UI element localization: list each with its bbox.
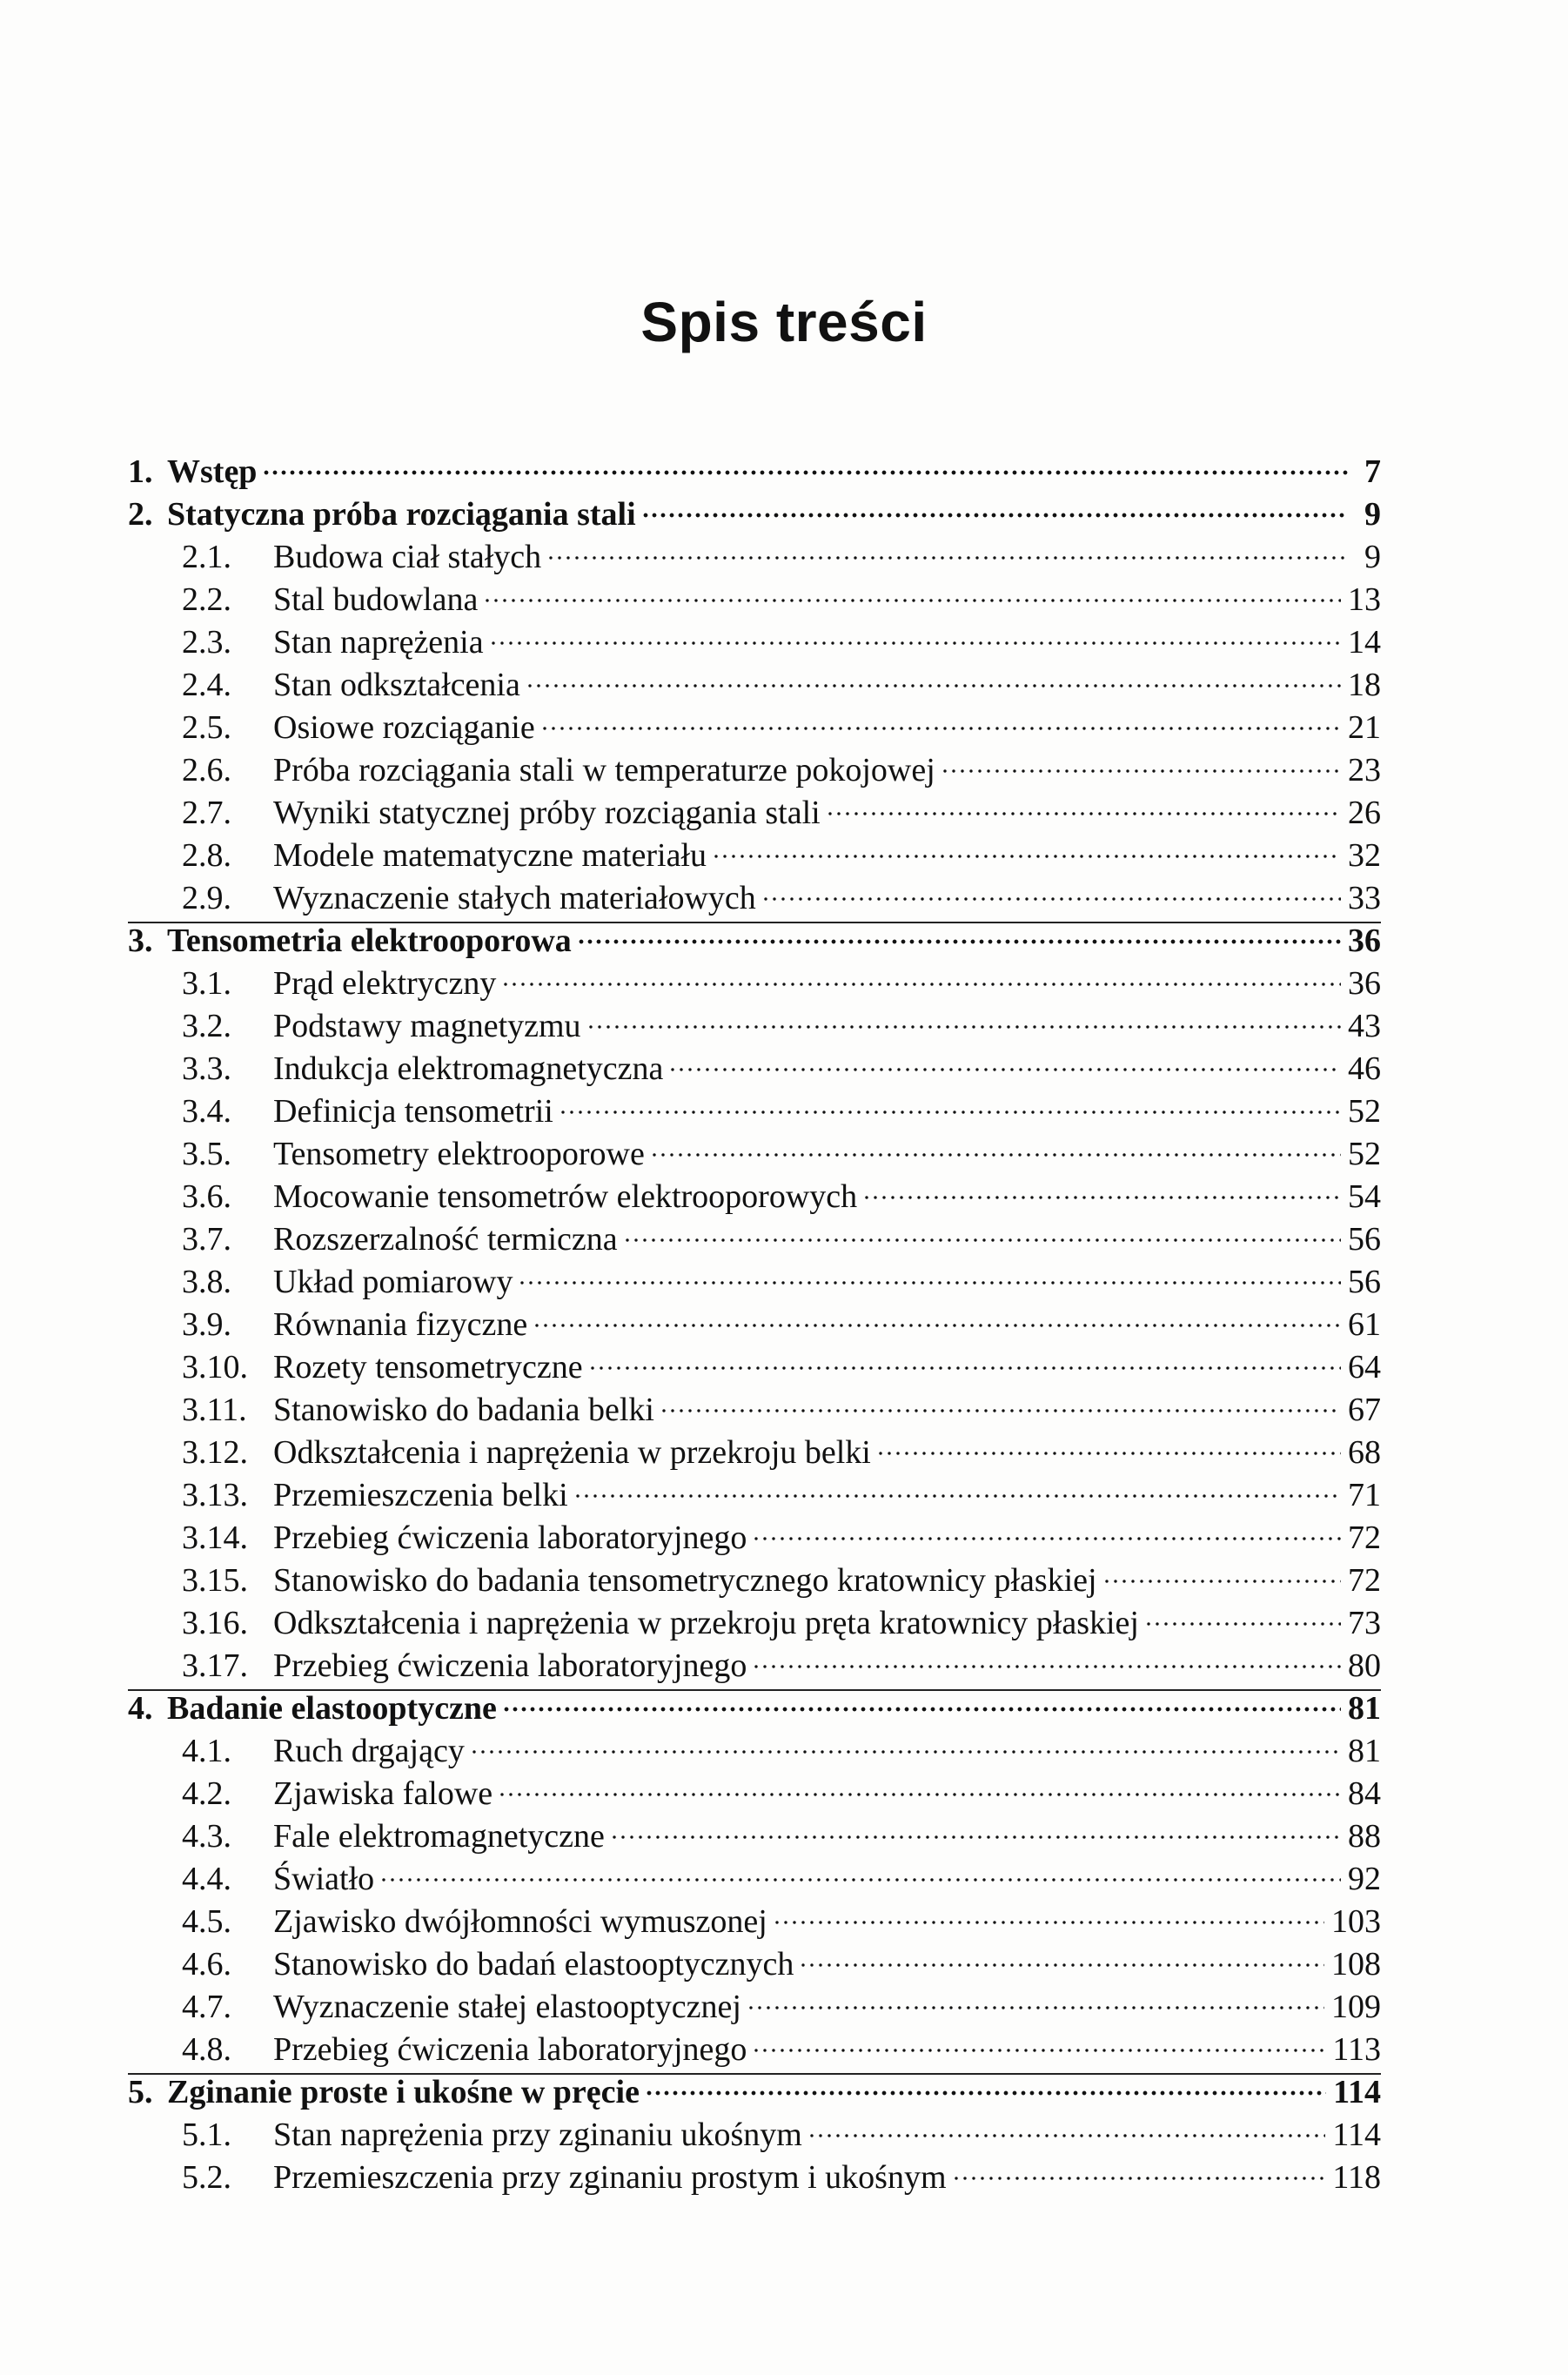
toc-entry-number: 4.1. <box>182 1733 231 1769</box>
toc-entry-number: 4.6. <box>182 1946 231 1983</box>
toc-section-entry <box>128 792 1381 835</box>
toc-leader-dots <box>577 937 1341 946</box>
toc-entry-number: 4.3. <box>182 1818 231 1855</box>
toc-leader-dots <box>623 1236 1341 1245</box>
toc-entry-title: Tensometry elektrooporowe <box>273 1136 645 1172</box>
toc-entry-title: Odkształcenia i naprężenia w przekroju pręta kratownicy płaskiej <box>273 1605 1139 1641</box>
toc-section-entry <box>128 2029 1381 2071</box>
toc-entry-number: 5.2. <box>182 2159 231 2196</box>
toc-entry-title: Rozety tensometryczne <box>273 1349 583 1385</box>
toc-leader-dots <box>660 1406 1341 1415</box>
toc-section-entry <box>128 1133 1381 1176</box>
toc-section-entry <box>128 707 1381 749</box>
toc-entry-page: 68 <box>1348 1434 1381 1471</box>
toc-leader-dots <box>518 1278 1341 1287</box>
toc-leader-dots <box>650 1151 1341 1159</box>
toc-entry-number: 3.14. <box>182 1520 248 1556</box>
toc-section-entry <box>128 877 1381 920</box>
toc-entry-page: 114 <box>1332 2117 1381 2153</box>
toc-entry-number: 3.4. <box>182 1093 231 1130</box>
toc-leader-dots <box>489 639 1341 647</box>
toc-entry-page: 67 <box>1348 1392 1381 1428</box>
toc-entry-number: 2.7. <box>182 795 231 831</box>
toc-entry-page: 36 <box>1348 965 1381 1002</box>
toc-section-entry <box>128 2114 1381 2157</box>
toc-leader-dots <box>262 468 1348 477</box>
toc-section-entry <box>128 1815 1381 1858</box>
toc-entry-number: 5.1. <box>182 2117 231 2153</box>
toc-section-entry <box>128 1773 1381 1815</box>
toc-section-entry <box>128 1858 1381 1901</box>
toc-entry-title: Zginanie proste i ukośne w pręcie <box>167 2074 640 2110</box>
toc-section-entry <box>128 621 1381 664</box>
toc-entry-number: 2.9. <box>182 880 231 916</box>
toc-leader-dots <box>533 1321 1341 1330</box>
toc-leader-dots <box>641 511 1348 520</box>
toc-entry-page: 72 <box>1348 1520 1381 1556</box>
toc-entry-page: 113 <box>1332 2031 1381 2068</box>
toc-entry-title: Stanowisko do badania belki <box>273 1392 654 1428</box>
toc-entry-page: 64 <box>1348 1349 1381 1385</box>
toc-entry-title: Wstęp <box>167 453 258 490</box>
toc-entry-title: Fale elektromagnetyczne <box>273 1818 605 1855</box>
toc-leader-dots <box>862 1193 1341 1202</box>
toc-entry-title: Zjawiska falowe <box>273 1775 493 1812</box>
toc-entry-title: Stanowisko do badań elastooptycznych <box>273 1946 794 1983</box>
toc-entry-page: 56 <box>1348 1221 1381 1258</box>
toc-leader-dots <box>379 1875 1341 1884</box>
toc-leader-dots <box>752 1662 1341 1671</box>
toc-entry-page: 118 <box>1332 2159 1381 2196</box>
toc-leader-dots <box>941 767 1341 775</box>
toc-chapter-entry <box>128 920 1381 963</box>
toc-entry-number: 4.8. <box>182 2031 231 2068</box>
toc-section-entry <box>128 1261 1381 1304</box>
toc-entry-page: 52 <box>1348 1136 1381 1172</box>
toc-entry-number: 2.3. <box>182 624 231 661</box>
toc-entry-page: 52 <box>1348 1093 1381 1130</box>
toc-entry-page: 88 <box>1348 1818 1381 1855</box>
toc-entry-title: Przebieg ćwiczenia laboratoryjnego <box>273 1520 747 1556</box>
toc-entry-number: 3.12. <box>182 1434 248 1471</box>
toc-section-entry <box>128 579 1381 621</box>
toc-entry-number: 3.5. <box>182 1136 231 1172</box>
toc-entry-number: 2. <box>128 496 153 533</box>
toc-entry-title: Stal budowlana <box>273 581 479 618</box>
toc-leader-dots <box>799 1961 1324 1969</box>
toc-entry-page: 73 <box>1348 1605 1381 1641</box>
toc-entry-title: Układ pomiarowy <box>273 1264 513 1300</box>
toc-section-entry <box>128 1048 1381 1090</box>
toc-entry-page: 7 <box>1364 453 1381 490</box>
toc-entry-title: Wyniki statycznej próby rozciągania stali <box>273 795 821 831</box>
toc-section-entry <box>128 1432 1381 1474</box>
toc-entry-page: 9 <box>1364 496 1381 533</box>
toc-entry-title: Światło <box>273 1861 375 1897</box>
toc-leader-dots <box>668 1065 1341 1074</box>
toc-entry-page: 80 <box>1348 1647 1381 1684</box>
toc-entry-title: Wyznaczenie stałych materiałowych <box>273 880 756 916</box>
toc-entry-page: 61 <box>1348 1306 1381 1343</box>
toc-entry-number: 2.4. <box>182 667 231 703</box>
toc-section-entry <box>128 1901 1381 1943</box>
toc-entry-number: 1. <box>128 453 153 490</box>
toc-leader-dots <box>876 1449 1341 1458</box>
toc-section-entry <box>128 1090 1381 1133</box>
toc-entry-page: 9 <box>1364 539 1381 575</box>
toc-entry-page: 13 <box>1348 581 1381 618</box>
toc-leader-dots <box>645 2089 1326 2097</box>
toc-entry-title: Mocowanie tensometrów elektrooporowych <box>273 1178 858 1215</box>
toc-section-entry <box>128 1346 1381 1389</box>
toc-entry-page: 26 <box>1348 795 1381 831</box>
toc-section-entry <box>128 1474 1381 1517</box>
toc-entry-page: 109 <box>1331 1989 1381 2025</box>
toc-entry-number: 4.4. <box>182 1861 231 1897</box>
toc-entry-page: 54 <box>1348 1178 1381 1215</box>
toc-entry-title: Budowa ciał stałych <box>273 539 542 575</box>
toc-entry-number: 2.6. <box>182 752 231 788</box>
toc-entry-number: 4.7. <box>182 1989 231 2025</box>
toc-entry-number: 4.5. <box>182 1903 231 1940</box>
toc-leader-dots <box>610 1833 1341 1842</box>
toc-leader-dots <box>546 553 1348 562</box>
toc-leader-dots <box>483 596 1341 605</box>
toc-entry-title: Równania fizyczne <box>273 1306 528 1343</box>
toc-entry-number: 5. <box>128 2074 153 2110</box>
toc-entry-title: Ruch drgający <box>273 1733 465 1769</box>
toc-entry-title: Modele matematyczne materiału <box>273 837 707 874</box>
toc-leader-dots <box>501 980 1341 989</box>
toc-entry-title: Rozszerzalność termiczna <box>273 1221 618 1258</box>
page-title: Spis treści <box>640 291 928 353</box>
toc-entry-title: Prąd elektryczny <box>273 965 497 1002</box>
toc-entry-page: 84 <box>1348 1775 1381 1812</box>
toc-section-entry <box>128 749 1381 792</box>
toc-entry-page: 43 <box>1348 1008 1381 1044</box>
toc-entry-title: Osiowe rozciąganie <box>273 709 535 746</box>
toc-leader-dots <box>773 1918 1324 1927</box>
toc-entry-number: 2.2. <box>182 581 231 618</box>
toc-entry-number: 3.15. <box>182 1562 248 1599</box>
toc-entry-number: 2.5. <box>182 709 231 746</box>
toc-entry-number: 4.2. <box>182 1775 231 1812</box>
toc-entry-number: 3.8. <box>182 1264 231 1300</box>
toc-entry-number: 4. <box>128 1690 153 1727</box>
toc-entry-number: 3.9. <box>182 1306 231 1343</box>
toc-leader-dots <box>586 1023 1341 1031</box>
toc-leader-dots <box>747 2003 1324 2012</box>
toc-leader-dots <box>1102 1577 1341 1586</box>
toc-entry-title: Tensometria elektrooporowa <box>167 922 572 959</box>
toc-entry-title: Wyznaczenie stałej elastooptycznej <box>273 1989 741 2025</box>
toc-entry-page: 72 <box>1348 1562 1381 1599</box>
toc-entry-number: 3.17. <box>182 1647 248 1684</box>
toc-entry-title: Stan naprężenia przy zginaniu ukośnym <box>273 2117 802 2153</box>
toc-section-entry <box>128 1986 1381 2029</box>
toc-section-entry <box>128 835 1381 877</box>
toc-entry-title: Indukcja elektromagnetyczna <box>273 1050 664 1087</box>
toc-entry-title: Przemieszczenia przy zginaniu prostym i ukośnym <box>273 2159 947 2196</box>
toc-entry-page: 14 <box>1348 624 1381 661</box>
toc-entry-title: Badanie elastooptyczne <box>167 1690 497 1727</box>
toc-leader-dots <box>752 2046 1325 2055</box>
toc-entry-page: 18 <box>1348 667 1381 703</box>
toc-entry-number: 2.8. <box>182 837 231 874</box>
toc-entry-title: Przebieg ćwiczenia laboratoryjnego <box>273 2031 747 2068</box>
toc-entry-number: 3.3. <box>182 1050 231 1087</box>
toc-chapter-entry <box>128 451 1381 493</box>
toc-leader-dots <box>540 724 1341 733</box>
toc-leader-dots <box>498 1790 1341 1799</box>
toc-section-entry <box>128 1389 1381 1432</box>
toc-entry-title: Zjawisko dwójłomności wymuszonej <box>273 1903 767 1940</box>
toc-section-entry <box>128 1218 1381 1261</box>
toc-entry-number: 3.16. <box>182 1605 248 1641</box>
toc-entry-number: 3. <box>128 922 153 959</box>
toc-entry-number: 3.1. <box>182 965 231 1002</box>
toc-section-entry <box>128 1517 1381 1560</box>
toc-section-entry <box>128 536 1381 579</box>
toc-leader-dots <box>807 2131 1326 2140</box>
toc-section-entry <box>128 1176 1381 1218</box>
toc-entry-page: 46 <box>1348 1050 1381 1087</box>
toc-entry-number: 2.1. <box>182 539 231 575</box>
toc-leader-dots <box>470 1748 1341 1756</box>
toc-section-entry <box>128 664 1381 707</box>
toc-section-entry <box>128 1943 1381 1986</box>
toc-section-entry <box>128 1304 1381 1346</box>
toc-entry-page: 81 <box>1348 1690 1381 1727</box>
toc-entry-title: Podstawy magnetyzmu <box>273 1008 581 1044</box>
toc-entry-number: 3.11. <box>182 1392 247 1428</box>
toc-section-entry <box>128 1645 1381 1687</box>
toc-entry-number: 3.10. <box>182 1349 248 1385</box>
toc-section-entry <box>128 2157 1381 2199</box>
toc-entry-page: 32 <box>1348 837 1381 874</box>
toc-leader-dots <box>573 1492 1341 1500</box>
toc-section-entry <box>128 1730 1381 1773</box>
toc-leader-dots <box>712 852 1341 861</box>
toc-entry-page: 71 <box>1348 1477 1381 1513</box>
toc-entry-title: Przemieszczenia belki <box>273 1477 568 1513</box>
toc-entry-number: 3.13. <box>182 1477 248 1513</box>
toc-entry-page: 81 <box>1348 1733 1381 1769</box>
toc-entry-page: 108 <box>1331 1946 1381 1983</box>
toc-entry-number: 3.2. <box>182 1008 231 1044</box>
toc-leader-dots <box>526 681 1341 690</box>
table-of-contents <box>128 451 1381 2199</box>
toc-entry-page: 56 <box>1348 1264 1381 1300</box>
toc-entry-title: Definicja tensometrii <box>273 1093 553 1130</box>
toc-entry-number: 3.6. <box>182 1178 231 1215</box>
toc-leader-dots <box>752 1534 1341 1543</box>
toc-leader-dots <box>952 2174 1326 2183</box>
toc-entry-title: Przebieg ćwiczenia laboratoryjnego <box>273 1647 747 1684</box>
toc-section-entry <box>128 1005 1381 1048</box>
toc-entry-title: Statyczna próba rozciągania stali <box>167 496 636 533</box>
toc-chapter-entry <box>128 1687 1381 1730</box>
toc-section-entry <box>128 963 1381 1005</box>
toc-entry-title: Stanowisko do badania tensometrycznego kratownicy płaskiej <box>273 1562 1097 1599</box>
toc-entry-title: Stan odkształcenia <box>273 667 520 703</box>
toc-entry-page: 103 <box>1331 1903 1381 1940</box>
toc-leader-dots <box>588 1364 1341 1372</box>
toc-entry-title: Stan naprężenia <box>273 624 484 661</box>
toc-leader-dots <box>559 1108 1341 1117</box>
toc-section-entry <box>128 1560 1381 1602</box>
toc-chapter-entry <box>128 493 1381 536</box>
toc-leader-dots <box>761 895 1341 903</box>
toc-entry-title: Próba rozciągania stali w temperaturze pokojowej <box>273 752 935 788</box>
toc-entry-number: 3.7. <box>182 1221 231 1258</box>
toc-entry-page: 92 <box>1348 1861 1381 1897</box>
toc-leader-dots <box>502 1705 1341 1714</box>
toc-entry-page: 23 <box>1348 752 1381 788</box>
toc-entry-page: 33 <box>1348 880 1381 916</box>
toc-leader-dots <box>826 809 1341 818</box>
toc-entry-page: 114 <box>1333 2074 1381 2110</box>
toc-entry-page: 21 <box>1348 709 1381 746</box>
toc-section-entry <box>128 1602 1381 1645</box>
toc-leader-dots <box>1144 1620 1341 1628</box>
toc-entry-page: 36 <box>1348 922 1381 959</box>
toc-chapter-entry <box>128 2071 1381 2114</box>
toc-entry-title: Odkształcenia i naprężenia w przekroju belki <box>273 1434 871 1471</box>
